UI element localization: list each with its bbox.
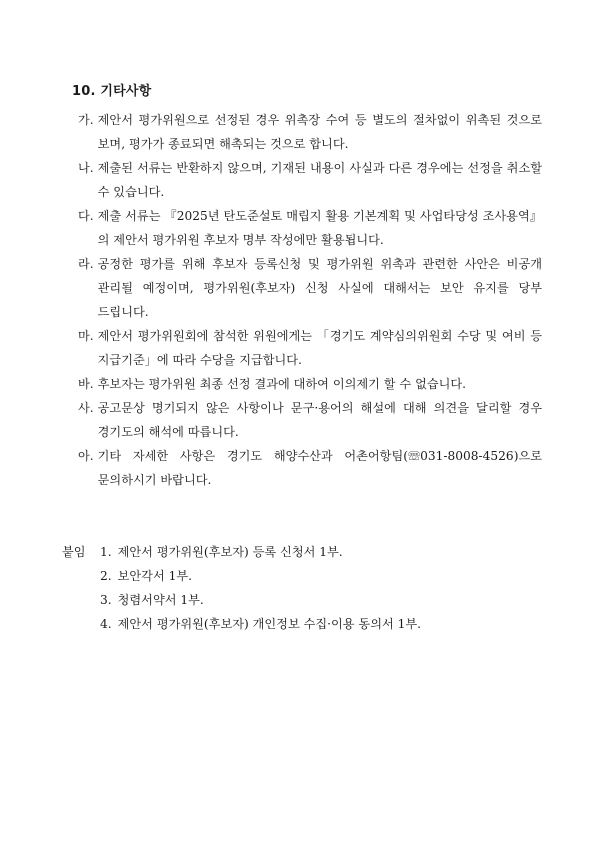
item-text: 제안서 평가위원회에 참석한 위원에게는 「경기도 계약심의위원회 수당 및 여비 등 지급기준」에 따라 수당을 지급합니다. bbox=[97, 329, 542, 367]
notice-item bbox=[78, 204, 542, 252]
attachment-number: 2. bbox=[100, 569, 112, 583]
attachment-text: 보안각서 1부. bbox=[117, 569, 193, 583]
item-text: 제출 서류는 『2025년 탄도준설토 매립지 활용 기본계획 및 사업타당성 조사용역』의 제안서 평가위원 후보자 명부 작성에만 활용됩니다. bbox=[97, 209, 542, 247]
notice-item bbox=[78, 108, 542, 156]
notice-item bbox=[78, 396, 542, 444]
notice-item bbox=[78, 156, 542, 204]
attachment-text: 제안서 평가위원(후보자) 개인정보 수집·이용 동의서 1부. bbox=[117, 617, 422, 631]
item-marker: 라. bbox=[78, 257, 94, 271]
section-title: 10. 기타사항 bbox=[72, 84, 152, 99]
attachment-item bbox=[100, 612, 421, 636]
attachment-item bbox=[100, 588, 421, 612]
item-marker: 다. bbox=[78, 209, 94, 223]
notice-item bbox=[78, 252, 542, 324]
attachment-number: 1. bbox=[100, 545, 112, 559]
attachment-text: 제안서 평가위원(후보자) 등록 신청서 1부. bbox=[117, 545, 343, 559]
attachment-number: 4. bbox=[100, 617, 112, 631]
attachments-block bbox=[62, 540, 421, 636]
notice-item bbox=[78, 324, 542, 372]
item-marker: 나. bbox=[78, 161, 94, 175]
item-text: 공고문상 명기되지 않은 사항이나 문구·용어의 해설에 대해 의견을 달리할 경우 경기도의 해석에 따릅니다. bbox=[97, 401, 542, 439]
item-marker: 사. bbox=[78, 401, 94, 415]
item-marker: 아. bbox=[78, 449, 94, 463]
notice-item bbox=[78, 444, 542, 492]
item-text: 제안서 평가위원으로 선정된 경우 위촉장 수여 등 별도의 절차없이 위촉된 것으로 보며, 평가가 종료되면 해촉되는 것으로 합니다. bbox=[97, 113, 542, 151]
item-text: 공정한 평가를 위해 후보자 등록신청 및 평가위원 위촉과 관련한 사안은 비공개 관리될 예정이며, 평가위원(후보자) 신청 사실에 대해서는 보안 유지를 당부 드립니다. bbox=[97, 257, 542, 319]
item-text: 제출된 서류는 반환하지 않으며, 기재된 내용이 사실과 다른 경우에는 선정을 취소할 수 있습니다. bbox=[97, 161, 542, 199]
attachment-number: 3. bbox=[100, 593, 112, 607]
item-marker: 가. bbox=[78, 113, 94, 127]
notice-item bbox=[78, 372, 542, 396]
notice-list bbox=[78, 108, 542, 492]
attachment-item bbox=[100, 540, 421, 564]
item-text: 기타 자세한 사항은 경기도 해양수산과 어촌어항팀(☏031-8008-4526)으로 문의하시기 바랍니다. bbox=[97, 449, 542, 487]
item-marker: 바. bbox=[78, 377, 94, 391]
attachments-label: 붙임 bbox=[62, 545, 86, 559]
attachment-item bbox=[100, 564, 421, 588]
attachment-text: 청렴서약서 1부. bbox=[117, 593, 204, 607]
item-text: 후보자는 평가위원 최종 선정 결과에 대하여 이의제기 할 수 없습니다. bbox=[97, 377, 467, 391]
item-marker: 마. bbox=[78, 329, 94, 343]
attachment-list bbox=[100, 540, 421, 636]
